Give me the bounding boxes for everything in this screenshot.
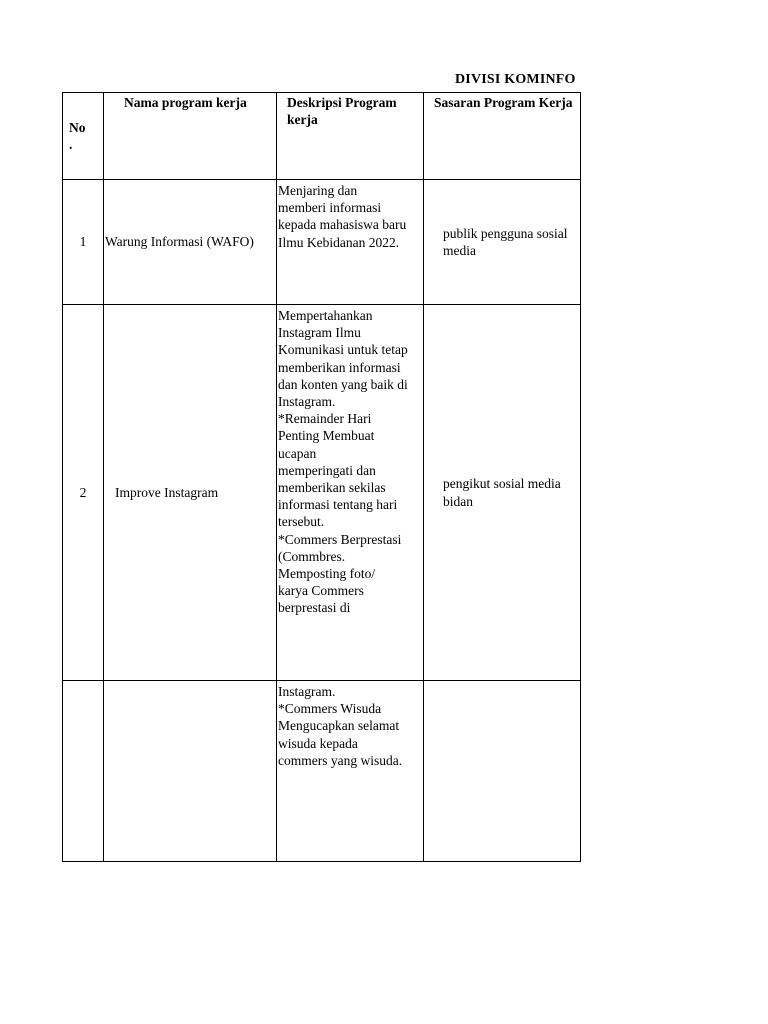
program-target: pengikut sosial media bidan: [443, 476, 561, 509]
program-description-cell: [277, 681, 424, 862]
column-header-description-label: Deskripsi Program kerja: [287, 95, 397, 128]
program-name-cell: [104, 180, 277, 305]
program-name: Improve Instagram: [115, 484, 219, 500]
program-name-cell: [104, 681, 277, 862]
program-name: Warung Informasi (WAFO): [105, 234, 254, 250]
row-number: 2: [79, 484, 87, 500]
division-title: DIVISI KOMINFO: [455, 72, 576, 87]
table-row: [63, 180, 581, 305]
program-table: [62, 92, 581, 862]
column-header-name-label: Nama program kerja: [124, 95, 247, 110]
table-row: [63, 681, 581, 862]
program-description: Menjaring dan memberi informasi kepada mahasiswa baru Ilmu Kebidanan 2022.: [278, 183, 407, 250]
program-description-cell: [277, 305, 424, 681]
column-header-target: [424, 93, 581, 180]
row-number-cell: [63, 681, 104, 862]
program-name-cell: [104, 305, 277, 681]
program-description-cell: [277, 180, 424, 305]
program-target-cell: [424, 305, 581, 681]
program-description: Mempertahankan Instagram Ilmu Komunikasi untuk tetap memberikan informasi dan konten yang baik di Instagram. *Remainder Hari Penting Membuat ucapan memperingati dan memberikan sekilas informasi tentang hari tersebut. *Commers Berprestasi (Commbres. Memposting foto/ karya Commers berprestasi di: [278, 308, 408, 616]
row-number-cell: [63, 305, 104, 681]
program-description: Instagram. *Commers Wisuda Mengucapkan selamat wisuda kepada commers yang wisuda.: [278, 684, 403, 768]
row-number: 1: [79, 234, 87, 250]
row-number-cell: [63, 180, 104, 305]
program-target-cell: [424, 681, 581, 862]
table-row: [63, 305, 581, 681]
table-header-row: [63, 93, 581, 180]
column-header-no: [63, 93, 104, 180]
column-header-description: [277, 93, 424, 180]
column-header-no-label: No .: [69, 119, 86, 152]
column-header-target-label: Sasaran Program Kerja: [434, 95, 573, 110]
program-target: publik pengguna sosial media: [443, 225, 568, 258]
column-header-name: [104, 93, 277, 180]
program-target-cell: [424, 180, 581, 305]
